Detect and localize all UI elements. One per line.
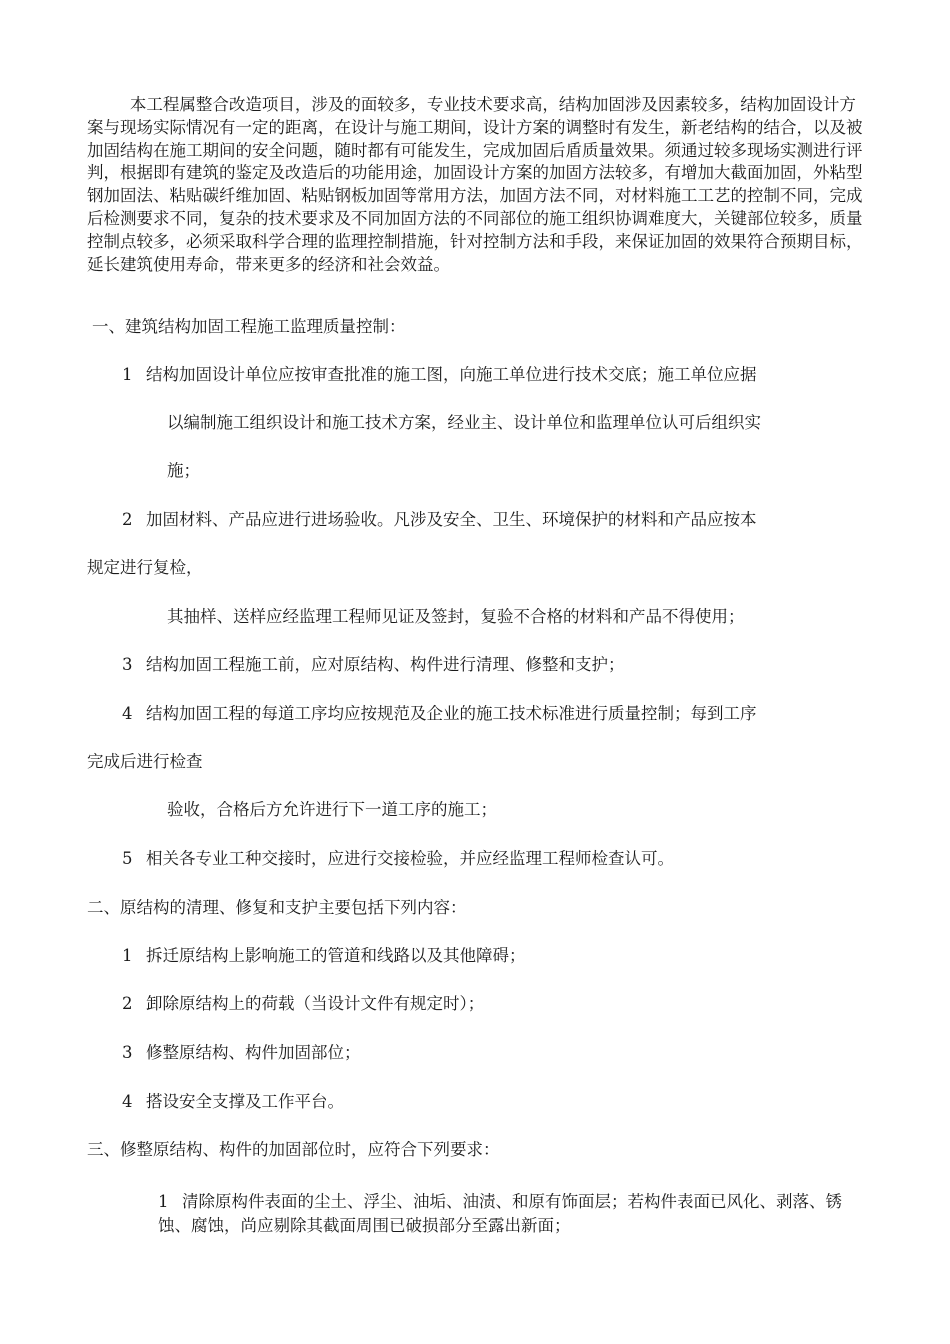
section2-item-4	[122, 1091, 344, 1113]
section1-item-4-cont1: 完成后进行检查	[87, 752, 203, 771]
section1-item-4-cont2: 验收，合格后方允许进行下一道工序的施工；	[167, 800, 497, 819]
item-text: 拆迁原结构上影响施工的管道和线路以及其他障碍；	[146, 946, 526, 965]
item-number: 3	[122, 655, 133, 674]
item-number: 2	[122, 994, 133, 1013]
section1-heading: 一、建筑结构加固工程施工监理质量控制：	[92, 317, 406, 336]
item-text: 搭设安全支撑及工作平台。	[146, 1092, 344, 1111]
section1-item-1	[122, 364, 757, 386]
item-number: 4	[122, 1092, 133, 1111]
item-number: 1	[158, 1192, 169, 1211]
item-text: 清除原构件表面的尘土、浮尘、油垢、油渍、和原有饰面层；若构件表面已风化、剥落、锈蚀、腐蚀，尚应剔除其截面周围已破损部分至露出新面；	[158, 1192, 842, 1235]
item-number: 2	[122, 510, 133, 529]
section1-item-5	[122, 848, 674, 870]
item-number: 5	[122, 849, 133, 868]
section2-item-1	[122, 945, 526, 967]
section1-item-2-cont1: 规定进行复检，	[87, 558, 203, 577]
section1-item-3	[122, 654, 625, 676]
section3-heading: 三、修整原结构、构件的加固部位时，应符合下列要求：	[87, 1140, 500, 1159]
item-text: 修整原结构、构件加固部位；	[146, 1043, 361, 1062]
section1-item-1-cont1: 以编制施工组织设计和施工技术方案，经业主、设计单位和监理单位认可后组织实	[167, 413, 761, 432]
section1-item-1-cont2: 施；	[167, 461, 200, 480]
section2-heading: 二、原结构的清理、修复和支护主要包括下列内容：	[87, 898, 467, 917]
section2-item-3	[122, 1042, 361, 1064]
intro-text: 本工程属整合改造项目，涉及的面较多，专业技术要求高，结构加固涉及因素较多，结构加固设计方案与现场实际情况有一定的距离，在设计与施工期间，设计方案的调整时有发生，新老结构的结合，以及被加固结构在施工期间的安全问题，随时都有可能发生，完成加固后盾质量效果。须通过较多现场实测进行评判，根据即有建筑的鉴定及改造后的功能用途，加固设计方案的加固方法较多，有增加大截面加固，外粘型钢加固法、粘贴碳纤维加固、粘贴钢板加固等常用方法，加固方法不同，对材料施工工艺的控制不同，完成后检测要求不同，复杂的技术要求及不同加固方法的不同部位的施工组织协调难度大，关键部位较多，质量控制点较多，必须采取科学合理的监理控制措施，针对控制方法和手段，来保证加固的效果符合预期目标，延长建筑使用寿命，带来更多的经济和社会效益。	[87, 95, 863, 274]
section1-item-4	[122, 703, 757, 725]
section2-item-2	[122, 993, 484, 1015]
item-text: 相关各专业工种交接时，应进行交接检验，并应经监理工程师检查认可。	[146, 849, 674, 868]
item-text: 结构加固设计单位应按审查批准的施工图，向施工单位进行技术交底；施工单位应据	[146, 365, 757, 384]
item-number: 3	[122, 1043, 133, 1062]
item-text: 结构加固工程施工前，应对原结构、构件进行清理、修整和支护；	[146, 655, 625, 674]
intro-paragraph	[87, 94, 863, 276]
item-text: 加固材料、产品应进行进场验收。凡涉及安全、卫生、环境保护的材料和产品应按本	[146, 510, 757, 529]
item-text: 结构加固工程的每道工序均应按规范及企业的施工技术标准进行质量控制；每到工序	[146, 704, 757, 723]
item-number: 4	[122, 704, 133, 723]
section1-item-2-cont2: 其抽样、送样应经监理工程师见证及签封，复验不合格的材料和产品不得使用；	[167, 607, 745, 626]
item-number: 1	[122, 365, 133, 384]
section3-item-1	[158, 1190, 868, 1238]
item-number: 1	[122, 946, 133, 965]
section1-item-2	[122, 509, 757, 531]
item-text: 卸除原结构上的荷载（当设计文件有规定时）；	[146, 994, 485, 1013]
